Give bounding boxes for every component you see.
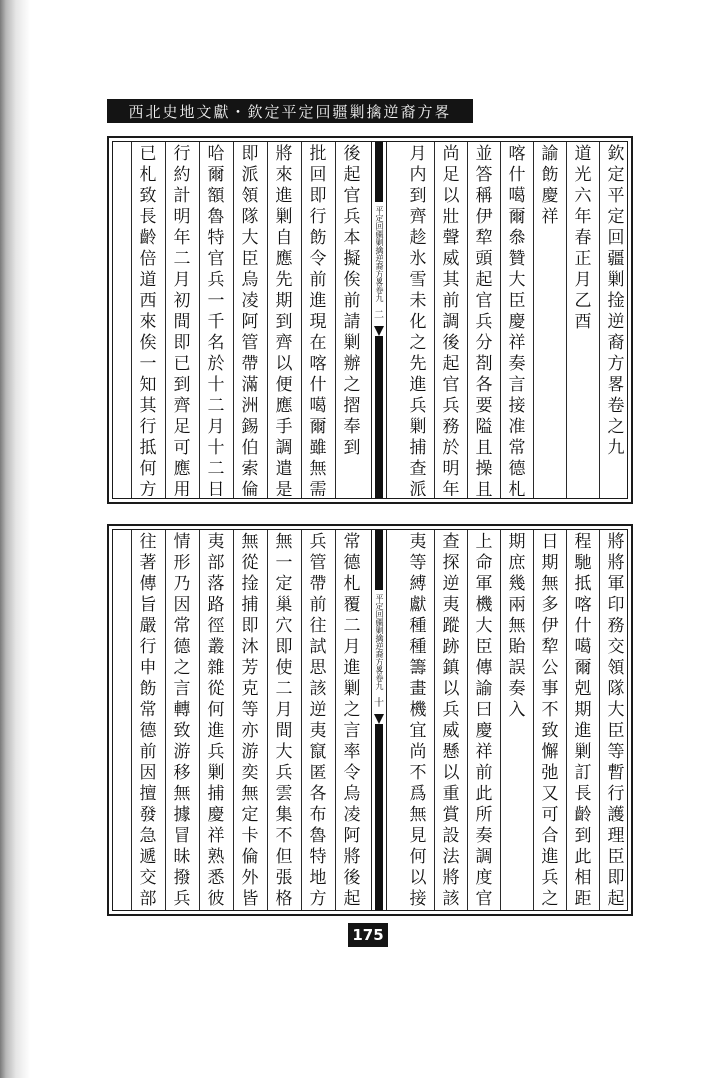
column-rule [301, 142, 302, 498]
text-column: 並 答 稱 伊 犂 頭 起 官 兵 分 剳 各 要 隘 且 操 且 [475, 144, 493, 496]
text-column: 即 派 領 隊 大 臣 烏 凌 阿 管 帶 滿 洲 錫 伯 索 倫 [241, 144, 259, 496]
fold-fishtail-bottom [374, 714, 384, 724]
fold-leaf-number: 十 [374, 698, 384, 709]
fold-fishtail-top [375, 142, 383, 202]
column-rule [566, 530, 567, 910]
text-column: 查 探 逆 夷 蹤 跡 鎮 以 兵 威 懸 以 重 賞 設 法 將 該 [442, 532, 460, 908]
bottom-page-block [107, 524, 633, 916]
column-rule [267, 530, 268, 910]
top-page-block [107, 136, 633, 504]
text-column: 夷 部 落 路 徑 叢 雜 從 何 進 兵 剿 捕 慶 祥 熟 悉 彼 [207, 532, 225, 908]
column-rule [165, 530, 166, 910]
column-rule [533, 530, 534, 910]
column-rule [599, 142, 600, 498]
column-rule [500, 142, 501, 498]
fold-bar-bottom [375, 336, 383, 498]
series-banner: 西北史地文獻・欽定平定回疆剿擒逆裔方畧 [107, 99, 473, 123]
column-rule [131, 142, 132, 498]
center-fold [371, 530, 387, 910]
column-rule [165, 142, 166, 498]
column-rule [599, 530, 600, 910]
column-rule [233, 530, 234, 910]
text-column: 日 期 無 多 伊 犂 公 事 不 致 懈 弛 又 可 合 進 兵 之 [541, 532, 559, 908]
column-rule [335, 530, 336, 910]
text-column: 無 一 定 巢 穴 即 使 二 月 間 大 兵 雲 集 不 但 張 格 [275, 532, 293, 908]
column-rule [267, 142, 268, 498]
column-rule [131, 530, 132, 910]
column-rule [199, 142, 200, 498]
text-column: 程 馳 抵 喀 什 噶 爾 剋 期 進 剿 訂 長 齡 到 此 相 距 [574, 532, 592, 908]
text-column: 行 約 計 明 年 二 月 初 間 即 已 到 齊 足 可 應 用 [173, 144, 191, 496]
fold-fishtail-top [375, 530, 383, 590]
column-rule [434, 142, 435, 498]
text-column: 後 起 官 兵 本 擬 俟 前 請 剿 辦 之 摺 奉 到 [343, 144, 361, 458]
text-column: 往 著 傳 旨 嚴 行 申 飭 常 德 前 因 擅 發 急 遞 交 部 [139, 532, 157, 908]
column-rule [566, 142, 567, 498]
text-column: 將 來 進 剿 自 應 先 期 到 齊 以 便 應 手 調 遣 是 [275, 144, 293, 496]
fold-fishtail-bottom [374, 326, 384, 336]
fold-title: 平定回疆剿擒逆裔方畧卷九 [375, 206, 384, 302]
fold-bar-bottom [375, 724, 383, 910]
column-rule [335, 142, 336, 498]
text-column: 將 將 軍 印 務 交 領 隊 大 臣 等 暫 行 護 理 臣 即 起 [607, 532, 625, 908]
text-column: 情 形 乃 因 常 德 之 言 轉 致 游 移 無 據 冒 昧 撥 兵 [173, 532, 191, 908]
text-column: 道 光 六 年 春 正 月 乙 酉 [574, 144, 592, 332]
column-rule [533, 142, 534, 498]
text-column: 欽 定 平 定 回 疆 剿 捦 逆 裔 方 畧 卷 之 九 [607, 144, 625, 458]
binding-shadow [0, 0, 30, 1078]
text-column: 夷 等 縛 獻 種 種 籌 畫 機 宜 尚 不 爲 無 見 何 以 接 [409, 532, 427, 908]
column-rule [434, 530, 435, 910]
center-fold [371, 142, 387, 498]
text-column: 批 回 即 行 飭 令 前 進 現 在 喀 什 噶 爾 雖 無 需 [309, 144, 327, 496]
text-column: 喀 什 噶 爾 叅 贊 大 臣 慶 祥 奏 言 接 准 常 德 札 [508, 144, 526, 496]
text-column: 常 德 札 覆 二 月 進 剿 之 言 率 令 烏 凌 阿 將 後 起 [343, 532, 361, 908]
fold-title: 平定回疆剿擒逆裔方畧卷九 [375, 594, 384, 690]
text-column: 諭 飭 慶 祥 [541, 144, 559, 227]
column-rule [301, 530, 302, 910]
text-column: 無 從 捦 捕 即 沐 芳 克 等 亦 游 奕 無 定 卡 倫 外 皆 [241, 532, 259, 908]
column-rule [233, 142, 234, 498]
fold-leaf-number: 二 [374, 310, 384, 321]
text-column: 期 庶 幾 兩 無 貽 誤 奏 入 [508, 532, 526, 720]
column-rule [199, 530, 200, 910]
column-rule [500, 530, 501, 910]
text-column: 月 内 到 齊 趁 氷 雪 未 化 之 先 進 兵 剿 捕 查 派 [409, 144, 427, 496]
text-column: 上 命 軍 機 大 臣 傳 諭 曰 慶 祥 前 此 所 奏 調 度 官 [475, 532, 493, 908]
text-column: 兵 管 帶 前 往 試 思 該 逆 夷 竄 匿 各 布 魯 特 地 方 [309, 532, 327, 908]
text-column: 已 札 致 長 齡 倍 道 西 來 俟 一 知 其 行 抵 何 方 [139, 144, 157, 496]
text-column: 哈 爾 額 魯 特 官 兵 一 千 名 於 十 二 月 十 二 日 [207, 144, 225, 496]
column-rule [467, 530, 468, 910]
page-number: 175 [348, 923, 388, 947]
column-rule [467, 142, 468, 498]
text-column: 尚 足 以 壯 聲 威 其 前 調 後 起 官 兵 務 於 明 年 [442, 144, 460, 496]
